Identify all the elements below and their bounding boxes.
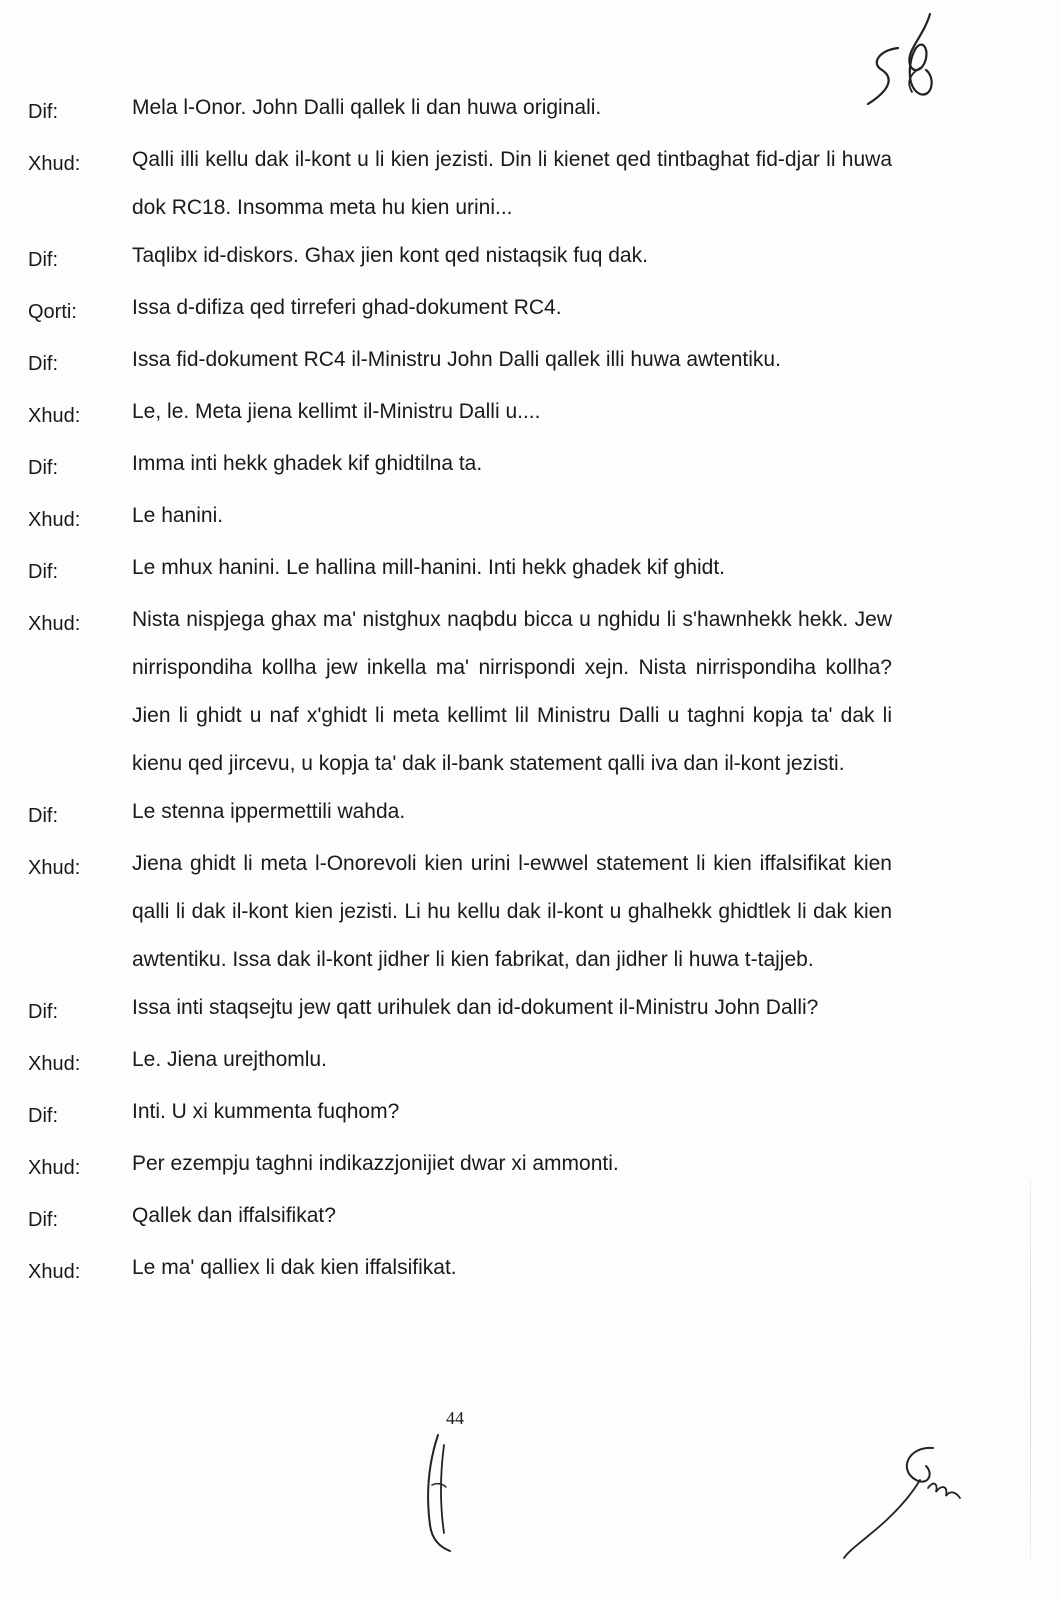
speaker-label: Dif: bbox=[28, 1105, 58, 1127]
speech-text: Le stenna ippermettili wahda. bbox=[132, 800, 406, 823]
transcript-entry bbox=[28, 596, 898, 788]
speech-text: Issa fid-dokument RC4 il-Ministru John Dalli qallek illi huwa awtentiku. bbox=[132, 348, 781, 371]
speaker-label: Xhud: bbox=[28, 857, 81, 879]
handwritten-initial bbox=[410, 1425, 470, 1555]
speech-text: Per ezempju taghni indikazzjonijiet dwar xi ammonti. bbox=[132, 1152, 619, 1175]
speaker-label: Qorti: bbox=[28, 301, 77, 323]
transcript-entry bbox=[28, 1036, 898, 1088]
speaker-label: Xhud: bbox=[28, 153, 81, 175]
page-number: 44 bbox=[446, 1408, 464, 1428]
speech-text: Jiena ghidt li meta l-Onorevoli kien urini l-ewwel statement li kien iffalsifikat kien qalli li dak il-kont kien jezisti. Li hu kellu dak il-kont u ghalhekk ghidtlek li dak kien awtentiku. Issa dak il-kont jidher li kien fabrikat, dan jidher li huwa t-tajjeb. bbox=[132, 852, 892, 971]
speech-text: Nista nispjega ghax ma' nistghux naqbdu bicca u nghidu li s'hawnhekk hekk. Jew nirrispondiha kollha jew inkella ma' nirrispondi xejn. Nista nirrispondiha kollha? Jien li ghidt u naf x'ghidt li meta kellimt lil Ministru Dalli u taghni kopja ta' dak li kienu qed jircevu, u kopja ta' dak il-bank statement qalli iva dan il-kont jezisti. bbox=[132, 608, 892, 775]
speaker-label: Dif: bbox=[28, 1209, 58, 1231]
speech-text: Le mhux hanini. Le hallina mill-hanini. Inti hekk ghadek kif ghidt. bbox=[132, 556, 726, 579]
speech-text: Le hanini. bbox=[132, 504, 224, 527]
transcript bbox=[28, 84, 898, 1296]
speaker-label: Xhud: bbox=[28, 405, 81, 427]
transcript-entry bbox=[28, 840, 898, 984]
transcript-entry bbox=[28, 136, 898, 232]
transcript-entry bbox=[28, 1244, 898, 1296]
speech-text: Le, le. Meta jiena kellimt il-Ministru Dalli u.... bbox=[132, 400, 541, 423]
speech-text: Qalli illi kellu dak il-kont u li kien jezisti. Din li kienet qed tintbaghat fid-djar li huwa dok RC18. Insomma meta hu kien urini... bbox=[132, 148, 892, 219]
speech-text: Issa d-difiza qed tirreferi ghad-dokument RC4. bbox=[132, 296, 562, 319]
speaker-label: Dif: bbox=[28, 249, 58, 271]
transcript-entry bbox=[28, 1088, 898, 1140]
speech-text: Qallek dan iffalsifikat? bbox=[132, 1204, 336, 1227]
transcript-entry bbox=[28, 336, 898, 388]
speech-text: Issa inti staqsejtu jew qatt urihulek dan id-dokument il-Ministru John Dalli? bbox=[132, 996, 819, 1019]
speaker-label: Dif: bbox=[28, 101, 58, 123]
transcript-entry bbox=[28, 84, 898, 136]
speaker-label: Dif: bbox=[28, 353, 58, 375]
speaker-label: Xhud: bbox=[28, 1053, 81, 1075]
transcript-entry bbox=[28, 388, 898, 440]
speech-text: Mela l-Onor. John Dalli qallek li dan huwa originali. bbox=[132, 96, 602, 119]
speaker-label: Dif: bbox=[28, 561, 58, 583]
scan-edge bbox=[1030, 1180, 1031, 1560]
speaker-label: Dif: bbox=[28, 805, 58, 827]
speech-text: Le. Jiena urejthomlu. bbox=[132, 1048, 327, 1071]
transcript-entry bbox=[28, 788, 898, 840]
transcript-entry bbox=[28, 492, 898, 544]
transcript-entry bbox=[28, 1140, 898, 1192]
transcript-entry bbox=[28, 440, 898, 492]
speech-text: Taqlibx id-diskors. Ghax jien kont qed nistaqsik fuq dak. bbox=[132, 244, 648, 267]
transcript-entry bbox=[28, 1192, 898, 1244]
speaker-label: Xhud: bbox=[28, 1157, 81, 1179]
transcript-entry bbox=[28, 284, 898, 336]
handwritten-signature bbox=[838, 1440, 968, 1560]
speaker-label: Xhud: bbox=[28, 1261, 81, 1283]
speech-text: Le ma' qalliex li dak kien iffalsifikat. bbox=[132, 1256, 457, 1279]
transcript-entry bbox=[28, 984, 898, 1036]
speech-text: Inti. U xi kummenta fuqhom? bbox=[132, 1100, 400, 1123]
speech-text: Imma inti hekk ghadek kif ghidtilna ta. bbox=[132, 452, 483, 475]
speaker-label: Dif: bbox=[28, 457, 58, 479]
transcript-entry bbox=[28, 232, 898, 284]
speaker-label: Xhud: bbox=[28, 509, 81, 531]
speaker-label: Xhud: bbox=[28, 613, 81, 635]
transcript-entry bbox=[28, 544, 898, 596]
speaker-label: Dif: bbox=[28, 1001, 58, 1023]
